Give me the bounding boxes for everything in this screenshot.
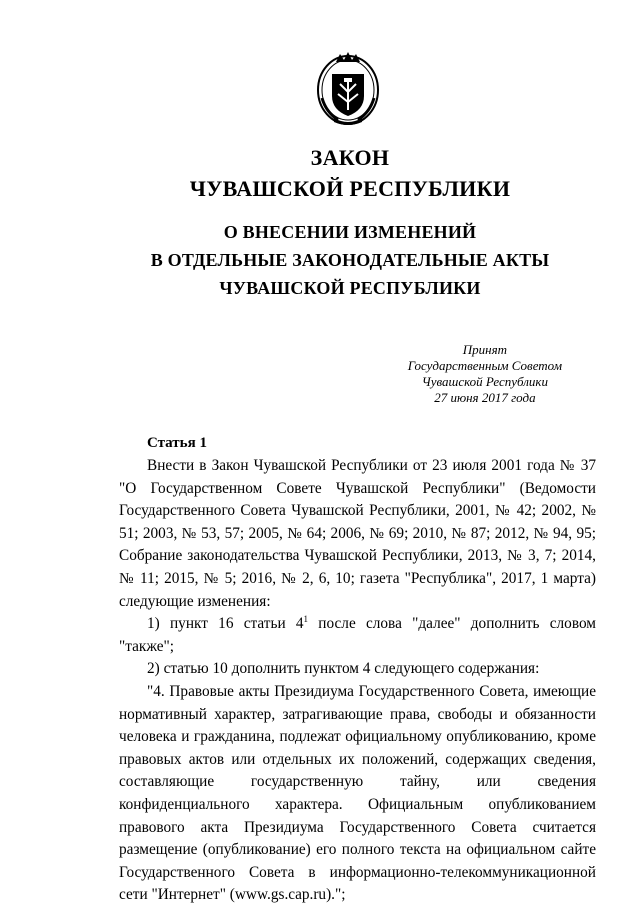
adoption-line-2: Государственным Советом — [407, 358, 562, 373]
adoption-line-3: Чувашской Республики — [421, 374, 549, 389]
article-title: Статья 1 — [147, 435, 207, 451]
article-body — [119, 455, 596, 907]
adoption-note — [408, 342, 562, 406]
item-1-superscript: 1 — [303, 614, 309, 625]
article-item-2: 2) статью 10 дополнить пунктом 4 следующего содержания: — [147, 660, 540, 678]
adoption-line-1: Принят — [462, 342, 508, 357]
subject-line-2: В ОТДЕЛЬНЫЕ ЗАКОНОДАТЕЛЬНЫЕ АКТЫ — [150, 250, 550, 270]
article-intro-paragraph: Внести в Закон Чувашской Республики от 23 июля 2001 года № 37 "О Государственном Совете Чувашской Республики" (Ведомости Государственного Совета Чувашской Республики, 2001, № 42; 2002, № 51; 2003, № 53, 57; 2005, № 64; 2006, № 69; 2010, № 87; 2012, № 94, 95; Собрание законодательства Чувашской Республики, 2013, № 3, 7; 2014, № 11; 2015, № 5; 2016, № 2, 6, 10; газета "Республика", 2017, 1 марта) следующие изменения: — [119, 457, 596, 610]
republic-title: ЧУВАШСКОЙ РЕСПУБЛИКИ — [189, 176, 511, 201]
article-item-3-quote: "4. Правовые акты Президиума Государственного Совета, имеющие нормативный характер, затрагивающие права, свободы и обязанности человека и гражданина, подлежат официальному опубликованию, кроме правовых актов или отдельных их положений, содержащих сведения, составляющие государственную тайну, или сведения конфиденциального характера. Официальным опубликованием правового акта Президиума Государственного Совета считается размещение (опубликование) его полного текста на официальном сайте Государственного Совета в информационно-телекоммуникационной сети "Интернет" (www.gs.cap.ru)."; — [119, 682, 596, 904]
adoption-date: 27 июня 2017 года — [434, 390, 536, 405]
item-1-text-end: после слова "далее" дополнить словом "также"; — [119, 615, 596, 655]
item-1-text: 1) пункт 16 статьи 4 — [147, 615, 304, 633]
subject-line-1: О ВНЕСЕНИИ ИЗМЕНЕНИЙ — [223, 222, 477, 242]
chuvash-republic-coat-of-arms-icon — [312, 48, 384, 128]
law-title: ЗАКОН — [310, 145, 390, 170]
subject-line-3: ЧУВАШСКОЙ РЕСПУБЛИКИ — [219, 278, 481, 298]
article-item-1 — [119, 613, 596, 658]
